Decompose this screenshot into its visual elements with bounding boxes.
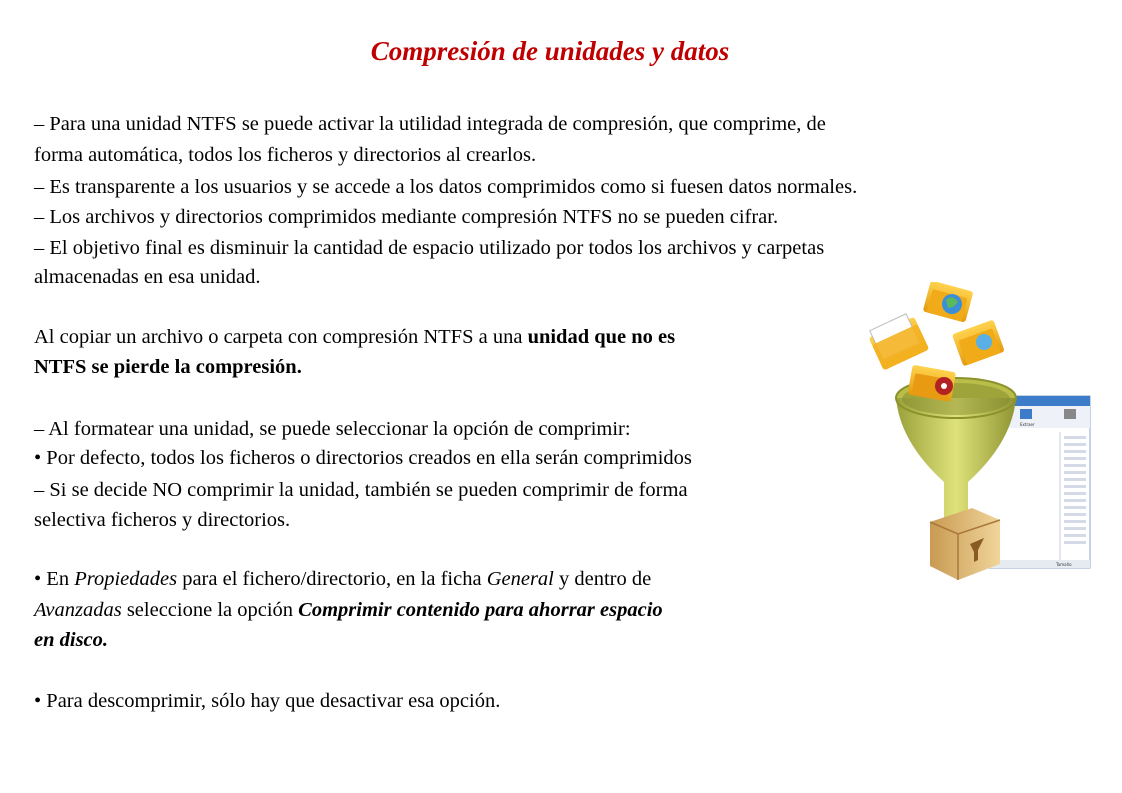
paragraph-line: selectiva ficheros y directorios. [34, 509, 291, 531]
paragraph-line: – Al formatear una unidad, se puede seleccionar la opción de comprimir: [34, 418, 631, 440]
paragraph-line: – Los archivos y directorios comprimidos mediante compresión NTFS no se pueden cifrar. [34, 206, 779, 228]
italic-text: Avanzadas [34, 599, 122, 621]
paragraph-line [34, 352, 302, 382]
paragraph-line: – Es transparente a los usuarios y se accede a los datos comprimidos como si fuesen datos normales. [34, 176, 858, 198]
emphasis-text: NTFS se pierde la compresión. [34, 356, 302, 378]
image-icon [976, 334, 992, 350]
emphasis-text: Comprimir contenido para ahorrar espacio [298, 599, 663, 621]
bullet-line: • Por defecto, todos los ficheros o directorios creados en ella serán comprimidos [34, 447, 692, 469]
paragraph-line [34, 625, 108, 655]
paragraph-line: – El objetivo final es disminuir la cantidad de espacio utilizado por todos los archivos y carpetas [34, 237, 825, 259]
toolbar-label: Extraer [1020, 422, 1035, 427]
compression-illustration [860, 282, 1092, 584]
italic-text: Propiedades [74, 568, 178, 590]
paragraph-line [34, 322, 675, 352]
text-run: • En [34, 568, 75, 590]
paragraph-line [34, 595, 663, 625]
paragraph-line: almacenadas en esa unidad. [34, 266, 261, 288]
music-icon [935, 377, 953, 395]
bullet-line: • Para descomprimir, sólo hay que desactivar esa opción. [34, 690, 501, 712]
bullet-line [34, 564, 651, 594]
status-label: Tamaño [1056, 562, 1072, 567]
text-run: Al copiar un archivo o carpeta con compresión NTFS a una [34, 326, 528, 348]
globe-icon [942, 294, 962, 314]
paragraph-line: forma automática, todos los ficheros y directorios al crearlos. [34, 144, 537, 166]
box-icon [930, 508, 1000, 580]
paragraph-line: – Para una unidad NTFS se puede activar la utilidad integrada de compresión, que comprime, de [34, 113, 826, 135]
page-title: Compresión de unidades y datos [370, 36, 730, 66]
italic-text: General [486, 568, 554, 590]
emphasis-text: en disco. [34, 629, 109, 651]
text-run: seleccione la opción [121, 599, 299, 621]
text-run: para el fichero/directorio, en la ficha [177, 568, 487, 590]
paragraph-line: – Si se decide NO comprimir la unidad, también se pueden comprimir de forma [34, 479, 688, 501]
emphasis-text: unidad que no es [527, 326, 676, 348]
text-run: y dentro de [553, 568, 652, 590]
